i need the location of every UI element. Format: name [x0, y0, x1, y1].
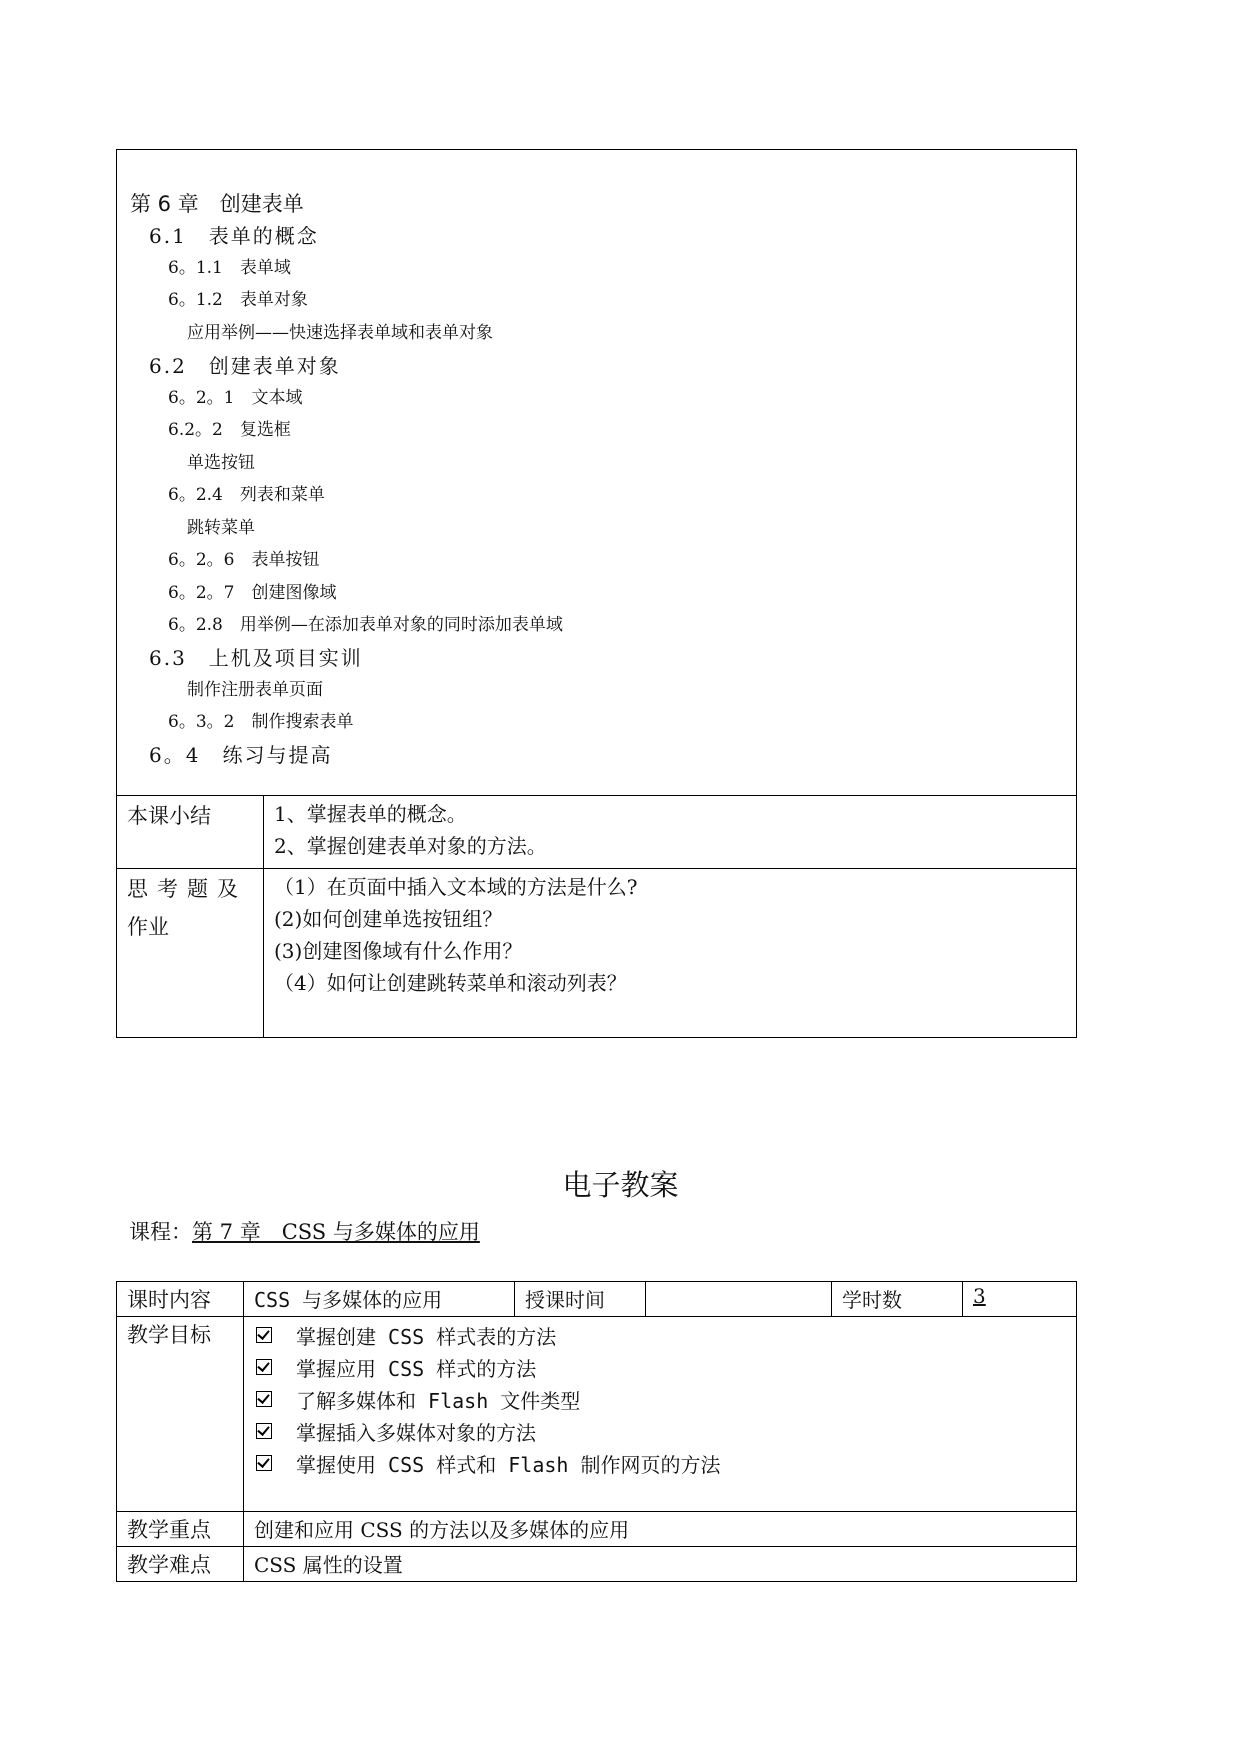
course-line — [129, 1216, 480, 1246]
checkbox-checked-icon — [256, 1455, 272, 1471]
outline-item: 6。2。6 表单按钮 — [168, 550, 320, 570]
objective-item — [254, 1415, 1066, 1447]
homework-question: （1）在页面中插入文本域的方法是什么? — [274, 875, 638, 899]
outline-item: 单选按钮 — [187, 453, 255, 473]
outline-item: 6。3。2 制作搜索表单 — [168, 712, 354, 732]
hours-value: 3 — [963, 1282, 1077, 1317]
outline-item: 6。2.8 用举例—在添加表单对象的同时添加表单域 — [168, 615, 563, 635]
outline-item: 跳转菜单 — [187, 518, 255, 538]
summary-line: 2、掌握创建表单对象的方法。 — [274, 834, 547, 858]
summary-label: 本课小结 — [117, 796, 264, 869]
focus-label: 教学重点 — [117, 1512, 244, 1547]
objective-item — [254, 1447, 1066, 1479]
outline-item: 6.2。2 复选框 — [168, 420, 291, 440]
objective-text: 掌握创建 CSS 样式表的方法 — [296, 1324, 557, 1349]
outline-item: 6。4 练习与提高 — [149, 743, 333, 767]
checkbox-checked-icon — [256, 1391, 272, 1407]
homework-question: (3)创建图像域有什么作用？ — [274, 939, 523, 963]
difficulty-label: 教学难点 — [117, 1547, 244, 1582]
homework-label-line: 作业 — [127, 915, 169, 939]
difficulty-value: CSS 属性的设置 — [244, 1547, 1077, 1582]
homework-label-line: 思考题及 — [127, 877, 247, 901]
objective-text: 掌握应用 CSS 样式的方法 — [296, 1356, 537, 1381]
objective-text: 掌握插入多媒体对象的方法 — [296, 1420, 536, 1445]
chapter6-outline-table — [116, 149, 1077, 1038]
checkbox-checked-icon — [256, 1423, 272, 1439]
document-title: 电子教案 — [562, 1168, 679, 1202]
homework-question: (2)如何创建单选按钮组？ — [274, 907, 503, 931]
objectives-label: 教学目标 — [117, 1317, 244, 1512]
outline-item: 6。2。7 创建图像域 — [168, 583, 337, 603]
summary-line: 1、掌握表单的概念。 — [274, 802, 467, 826]
lesson-plan-table — [116, 1281, 1077, 1582]
course-value: 第 7 章 CSS 与多媒体的应用 — [192, 1220, 480, 1244]
homework-question: （4）如何让创建跳转菜单和滚动列表？ — [274, 971, 627, 995]
objective-item — [254, 1319, 1066, 1351]
objective-item — [254, 1351, 1066, 1383]
course-label: 课程： — [129, 1220, 192, 1244]
checkbox-checked-icon — [256, 1327, 272, 1343]
outline-item: 6。2.4 列表和菜单 — [168, 485, 325, 505]
objectives-list — [244, 1317, 1077, 1512]
objective-text: 掌握使用 CSS 样式和 Flash 制作网页的方法 — [296, 1452, 721, 1477]
homework-content — [264, 869, 1077, 1038]
objective-text: 了解多媒体和 Flash 文件类型 — [296, 1388, 581, 1413]
outline-item: 6.1 表单的概念 — [149, 224, 319, 248]
chapter-heading: 第 6 章 创建表单 — [130, 192, 304, 216]
time-label: 授课时间 — [515, 1282, 646, 1317]
hours-label: 学时数 — [832, 1282, 963, 1317]
outline-item: 6。2。1 文本域 — [168, 388, 303, 408]
outline-item: 6。1.1 表单域 — [168, 258, 291, 278]
content-label: 课时内容 — [117, 1282, 244, 1317]
outline-item: 制作注册表单页面 — [187, 680, 323, 700]
outline-item: 应用举例——快速选择表单域和表单对象 — [187, 323, 493, 343]
homework-label — [117, 869, 264, 1038]
outline-item: 6.2 创建表单对象 — [149, 354, 341, 378]
objective-item — [254, 1383, 1066, 1415]
outline-item: 6.3 上机及项目实训 — [149, 646, 363, 670]
checkbox-checked-icon — [256, 1359, 272, 1375]
content-value: CSS 与多媒体的应用 — [244, 1282, 515, 1317]
summary-content — [264, 796, 1077, 869]
outline-cell — [117, 150, 1077, 796]
time-value — [646, 1282, 832, 1317]
focus-value: 创建和应用 CSS 的方法以及多媒体的应用 — [244, 1512, 1077, 1547]
outline-item: 6。1.2 表单对象 — [168, 290, 308, 310]
